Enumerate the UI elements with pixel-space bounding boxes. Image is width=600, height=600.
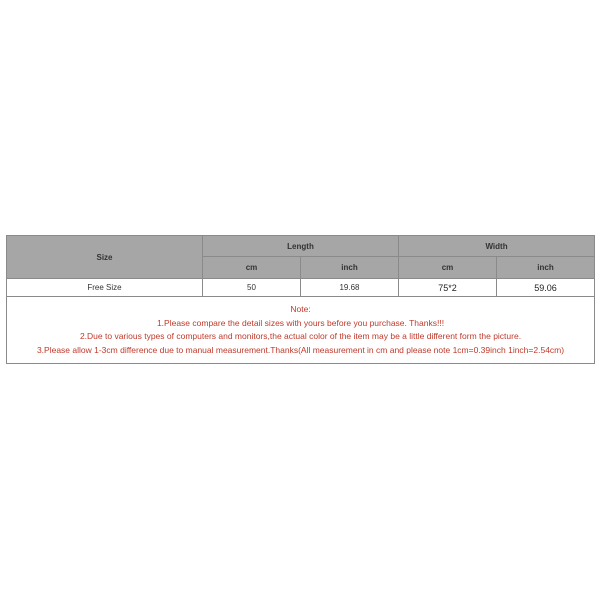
cell-length-cm: 50	[203, 279, 301, 297]
cell-size: Free Size	[7, 279, 203, 297]
header-length-inch: inch	[301, 257, 399, 279]
note-line-2: 2.Due to various types of computers and monitors,the actual color of the item may be a little different form the picture.	[79, 331, 522, 341]
header-row-main	[7, 236, 595, 257]
table-row	[7, 279, 595, 297]
header-size: Size	[7, 236, 203, 279]
header-length: Length	[203, 236, 399, 257]
header-width-inch: inch	[497, 257, 595, 279]
header-width: Width	[399, 236, 595, 257]
note-title: Note:	[290, 304, 311, 314]
notes-row	[7, 297, 595, 364]
cell-width-cm: 75*2	[399, 279, 497, 297]
header-length-cm: cm	[203, 257, 301, 279]
cell-length-inch: 19.68	[301, 279, 399, 297]
cell-width-inch: 59.06	[497, 279, 595, 297]
note-line-3: 3.Please allow 1-3cm difference due to manual measurement.Thanks(All measurement in cm and please note 1cm=0.39inch 1inch=2.54cm)	[36, 344, 565, 355]
header-width-cm: cm	[399, 257, 497, 279]
notes-cell	[7, 297, 595, 364]
note-line-1: 1.Please compare the detail sizes with yours before you purchase. Thanks!!!	[156, 317, 445, 328]
size-chart-table	[6, 235, 595, 364]
